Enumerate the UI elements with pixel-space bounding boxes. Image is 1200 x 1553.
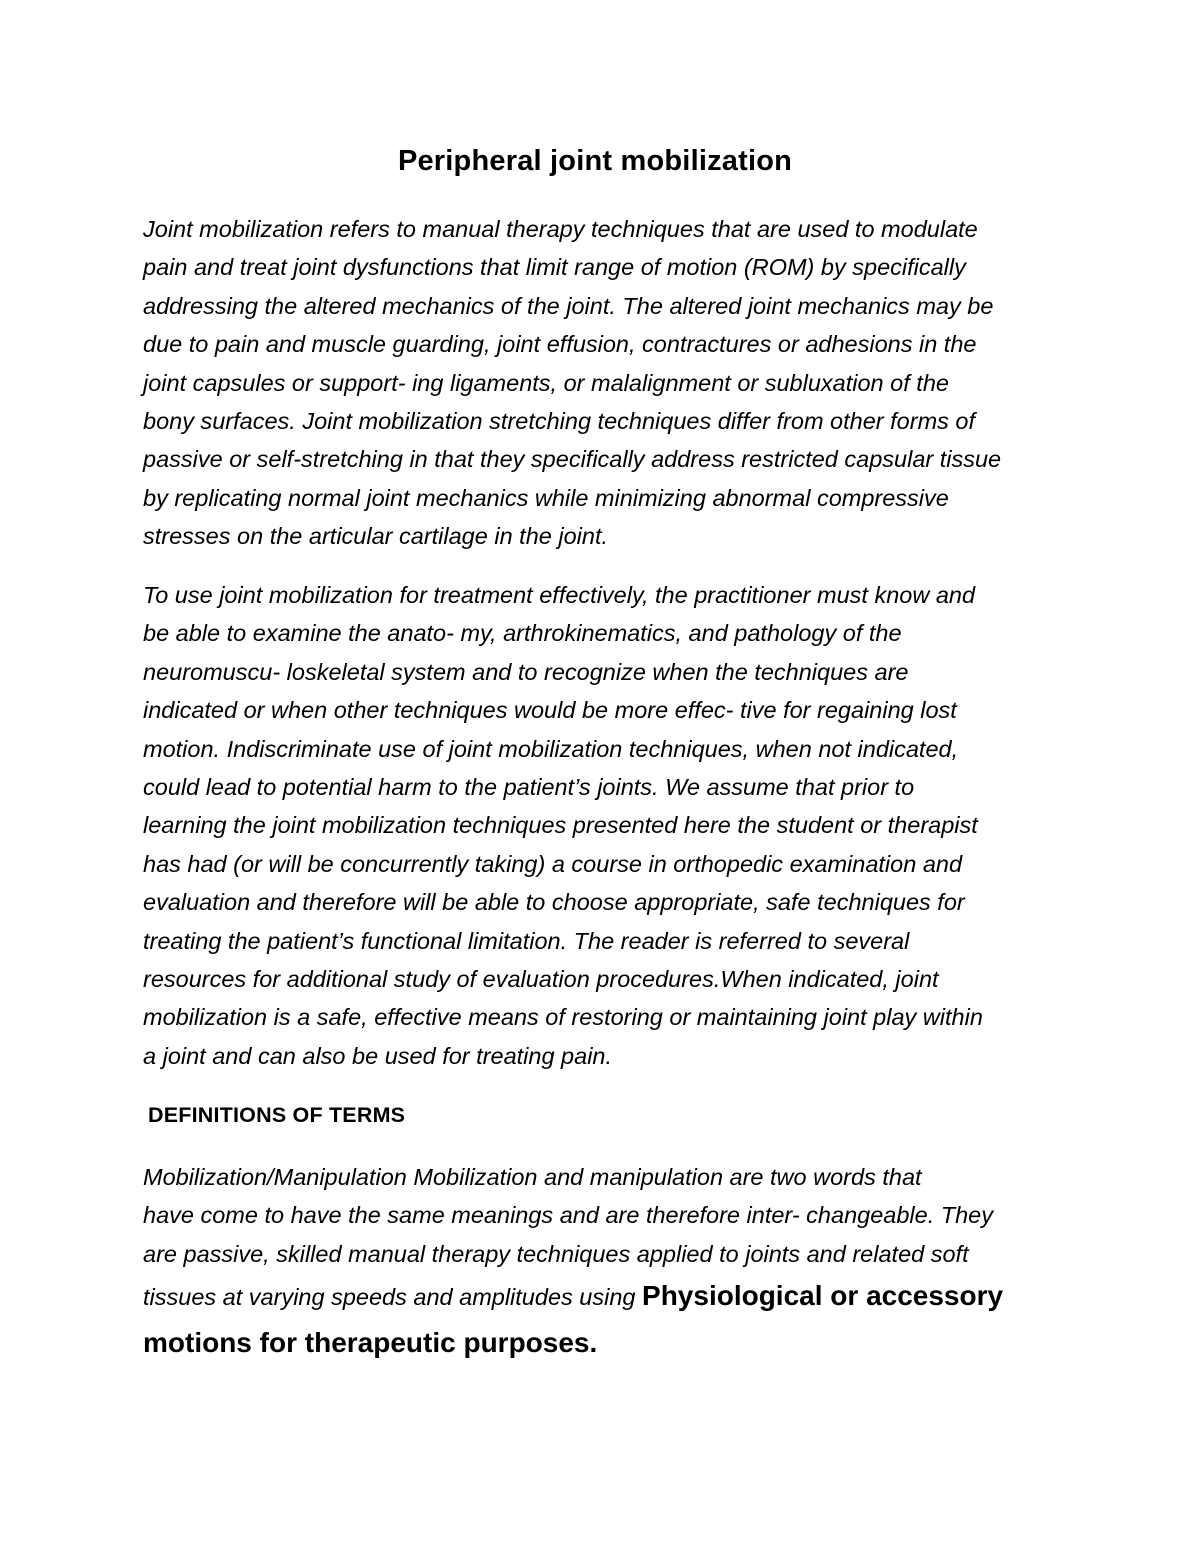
text-line-mixed	[143, 1273, 1073, 1320]
text-line: treating the patient’s functional limitation. The reader is referred to several	[143, 927, 910, 954]
text-line: pain and treat joint dysfunctions that limit range of motion (ROM) by specifically	[143, 254, 966, 281]
text-line: are passive, skilled manual therapy techniques applied to joints and related soft	[143, 1240, 969, 1267]
text-line: by replicating normal joint mechanics while minimizing abnormal compressive	[143, 484, 949, 511]
text-line: evaluation and therefore will be able to choose appropriate, safe techniques for	[143, 889, 965, 916]
text-line: learning the joint mobilization techniques presented here the student or therapist	[143, 812, 978, 839]
text-line: indicated or when other techniques would be more effec- tive for regaining lost	[143, 697, 957, 724]
text-line: mobilization is a safe, effective means of restoring or maintaining joint play within	[143, 1004, 983, 1031]
paragraph-definitions	[143, 1158, 1073, 1367]
text-line: could lead to potential harm to the patient’s joints. We assume that prior to	[143, 774, 915, 801]
text-line: To use joint mobilization for treatment effectively, the practitioner must know and	[143, 582, 976, 608]
text-line: Joint mobilization refers to manual therapy techniques that are used to modulate	[143, 216, 978, 242]
text-line: addressing the altered mechanics of the joint. The altered joint mechanics may be	[143, 292, 994, 319]
emphasized-text: Physiological or accessory	[642, 1280, 1004, 1312]
text-line: passive or self-stretching in that they specifically address restricted capsular tissue	[143, 446, 1002, 473]
text-line: a joint and can also be used for treating pain.	[143, 1042, 613, 1069]
section-heading: DEFINITIONS OF TERMS	[148, 1103, 406, 1127]
paragraph-usage	[143, 576, 1073, 1075]
text-line: neuromuscu- loskeletal system and to recognize when the techniques are	[143, 658, 909, 685]
text-line: be able to examine the anato- my, arthrokinematics, and pathology of the	[143, 620, 902, 647]
text-line: due to pain and muscle guarding, joint effusion, contractures or adhesions in the	[143, 331, 977, 358]
text-line-italic-part: tissues at varying speeds and amplitudes using	[143, 1284, 643, 1311]
text-line: has had (or will be concurrently taking) a course in orthopedic examination and	[143, 850, 963, 877]
text-line: have come to have the same meanings and are therefore inter- changeable. They	[143, 1202, 994, 1229]
text-line: stresses on the articular cartilage in the joint.	[143, 523, 609, 550]
paragraph-intro	[143, 210, 1073, 556]
text-line: resources for additional study of evaluation procedures.When indicated, joint	[143, 966, 939, 993]
text-line-bold	[143, 1320, 1073, 1367]
text-line: Mobilization/Manipulation Mobilization and manipulation are two words that	[143, 1164, 922, 1190]
emphasized-text: motions for therapeutic purposes.	[143, 1327, 598, 1359]
page-title: Peripheral joint mobilization	[397, 145, 793, 177]
text-line: bony surfaces. Joint mobilization stretching techniques differ from other forms of	[143, 408, 976, 435]
text-line: joint capsules or support- ing ligaments, or malalignment or subluxation of the	[143, 369, 949, 396]
text-line: motion. Indiscriminate use of joint mobilization techniques, when not indicated,	[143, 735, 959, 762]
